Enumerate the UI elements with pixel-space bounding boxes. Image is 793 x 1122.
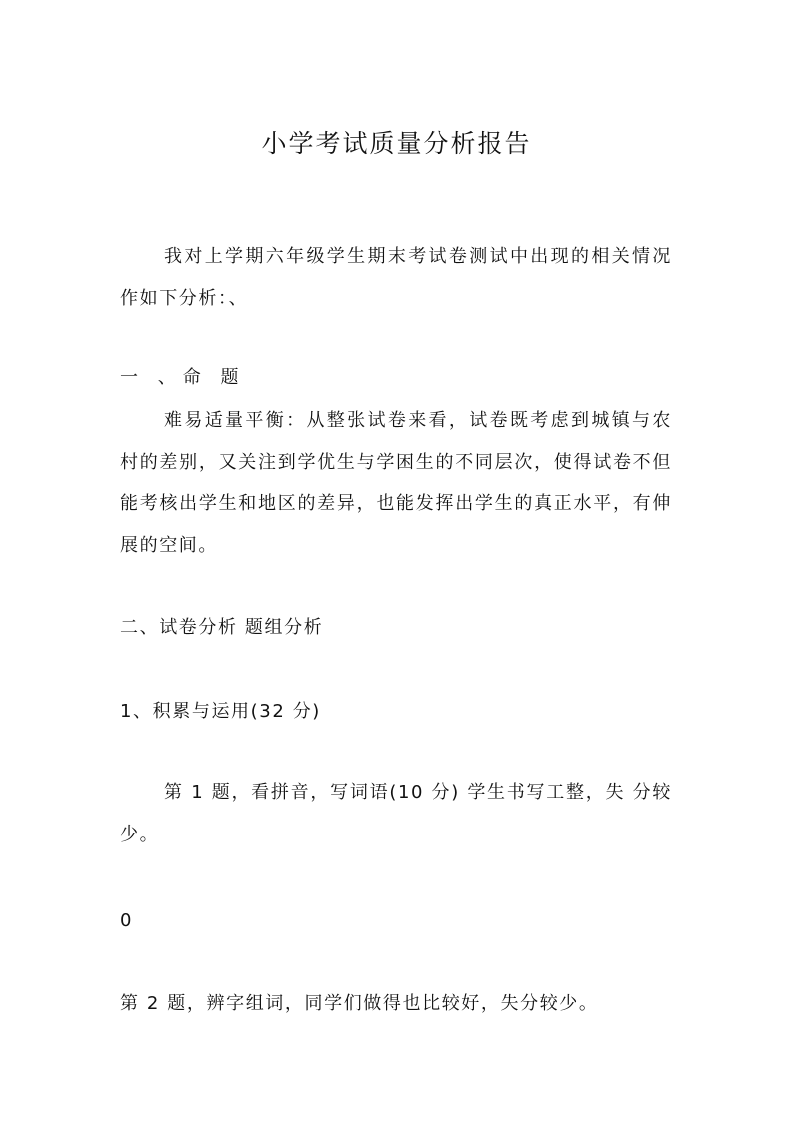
document-title: 小学考试质量分析报告 <box>261 129 532 158</box>
section-1-heading: 一 、命 题 <box>120 367 246 388</box>
intro-paragraph: 我对上学期六年级学生期末考试卷测试中出现的相关情况作如下分析：、 <box>120 246 672 309</box>
subsection-1-heading: 1、积累与运用(32 分) <box>120 701 321 722</box>
section-2-heading: 二、试卷分析 题组分析 <box>120 617 324 638</box>
question-1-paragraph: 第 1 题，看拼音，写词语(10 分) 学生书写工整，失 分较少。 <box>120 782 672 845</box>
stray-mark: 0 <box>120 910 134 931</box>
question-2-paragraph: 第 2 题，辨字组词，同学们做得也比较好，失分较少。 <box>120 993 599 1014</box>
section-1-body: 难易适量平衡：从整张试卷来看，试卷既考虑到城镇与农村的差别，又关注到学优生与学困生的不同层次，使得试卷不但能考核出学生和地区的差异，也能发挥出学生的真正水平，有伸展的空间。 <box>120 410 672 556</box>
